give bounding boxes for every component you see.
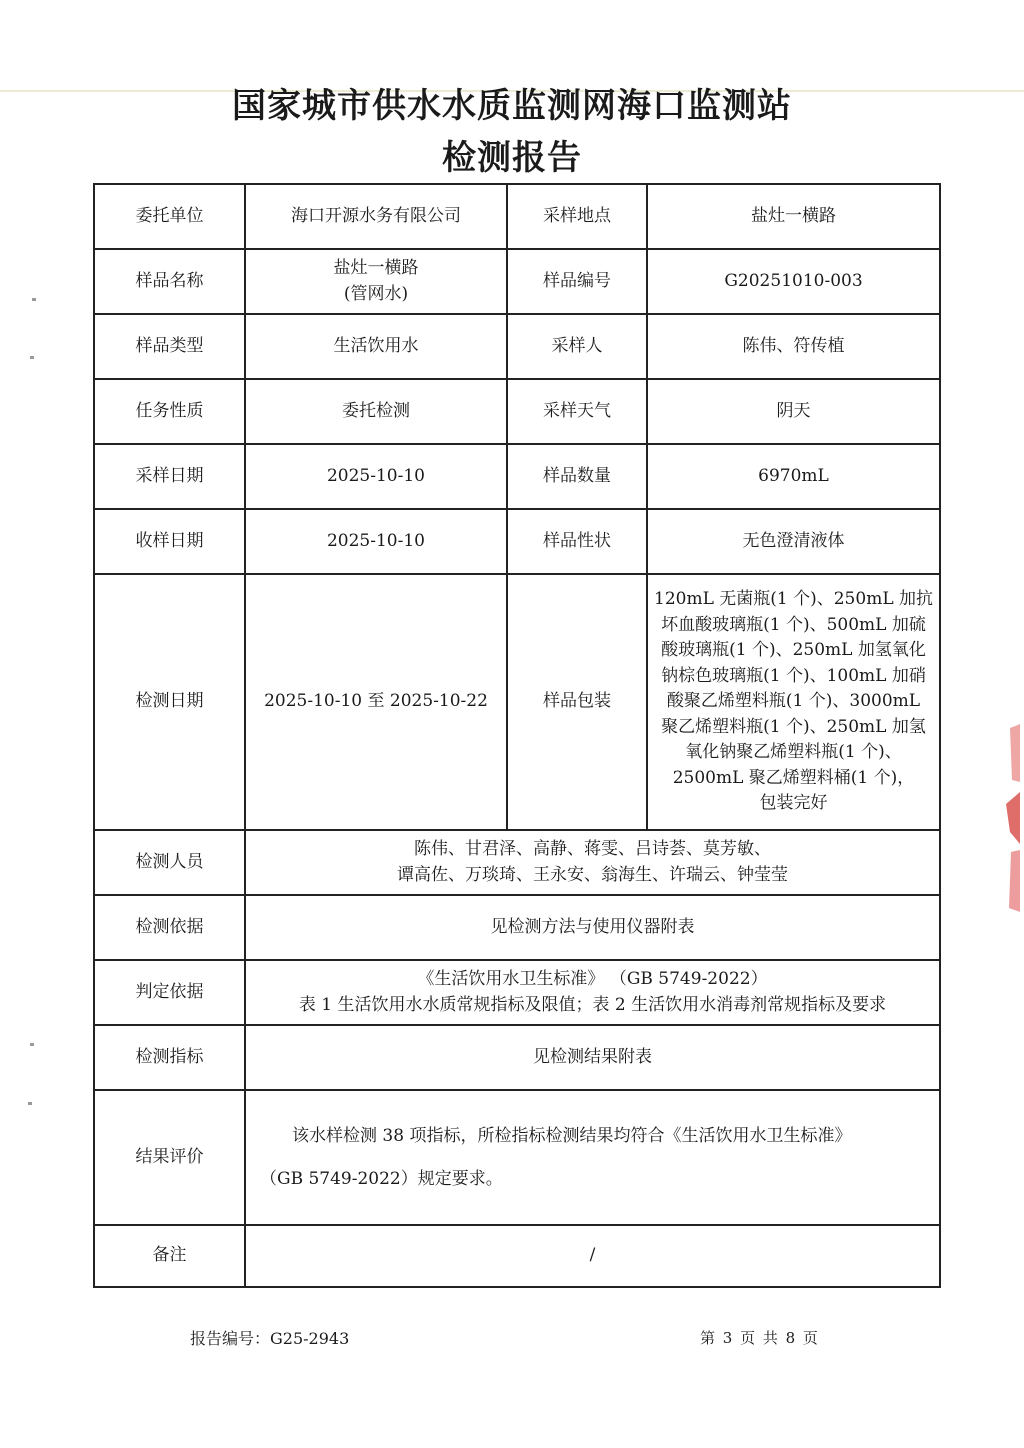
table-row	[94, 830, 940, 895]
result-label: 结果评价	[94, 1090, 245, 1225]
package-label: 样品包装	[507, 574, 647, 830]
appearance-label: 样品性状	[507, 509, 647, 574]
table-row	[94, 1225, 940, 1287]
test-date-value: 2025-10-10 至 2025-10-22	[245, 574, 507, 830]
sample-name-line: (管网水)	[343, 283, 409, 304]
client-label: 委托单位	[94, 184, 245, 249]
table-row	[94, 444, 940, 509]
package-value	[647, 574, 940, 830]
basis-label: 检测依据	[94, 895, 245, 960]
package-line: 包装完好	[759, 793, 828, 814]
basis-value: 见检测方法与使用仪器附表	[245, 895, 940, 960]
staff-line: 陈伟、甘君泽、高静、蒋雯、吕诗荟、莫芳敏、	[414, 839, 771, 859]
sample-name-line: 盐灶一横路	[333, 258, 419, 278]
receipt-date-value: 2025-10-10	[245, 509, 507, 574]
package-line: 2500mL 聚乙烯塑料桶(1 个)，	[672, 767, 915, 788]
package-line: 坏血酸玻璃瓶(1 个)、500mL 加硫	[661, 614, 926, 635]
result-line: （GB 5749-2022）规定要求。	[260, 1168, 503, 1189]
judgment-line: 《生活饮用水卫生标准》 （GB 5749-2022）	[417, 969, 768, 989]
sample-name-value	[245, 249, 507, 314]
weather-value: 阴天	[647, 379, 940, 444]
table-row	[94, 574, 940, 830]
quantity-value: 6970mL	[647, 444, 940, 509]
package-line: 氧化钠聚乙烯塑料瓶(1 个)、	[685, 742, 902, 763]
package-line: 钠棕色玻璃瓶(1 个)、100mL 加硝	[661, 665, 926, 686]
judgment-label: 判定依据	[94, 960, 245, 1025]
test-date-label: 检测日期	[94, 574, 245, 830]
judgment-line: 表 1 生活饮用水水质常规指标及限值；表 2 生活饮用水消毒剂常规指标及要求	[298, 994, 887, 1015]
result-line: 该水样检测 38 项指标，所检指标检测结果均符合《生活饮用水卫生标准》	[292, 1126, 852, 1146]
scan-speck	[32, 298, 36, 301]
appearance-value: 无色澄清液体	[647, 509, 940, 574]
receipt-date-label: 收样日期	[94, 509, 245, 574]
seal-stamp-fragment	[1002, 722, 1022, 922]
sampling-date-value: 2025-10-10	[245, 444, 507, 509]
scan-speck	[30, 356, 34, 359]
task-label: 任务性质	[94, 379, 245, 444]
package-line: 聚乙烯塑料瓶(1 个)、250mL 加氢	[661, 716, 926, 737]
quantity-label: 样品数量	[507, 444, 647, 509]
report-table	[93, 183, 941, 1288]
table-row	[94, 509, 940, 574]
client-value: 海口开源水务有限公司	[245, 184, 507, 249]
package-line: 120mL 无菌瓶(1 个)、250mL 加抗	[654, 589, 934, 610]
table-row	[94, 314, 940, 379]
site-label: 采样地点	[507, 184, 647, 249]
report-subtitle: 检测报告	[442, 138, 582, 178]
site-value: 盐灶一横路	[647, 184, 940, 249]
remarks-label: 备注	[94, 1225, 245, 1287]
sampling-date-label: 采样日期	[94, 444, 245, 509]
report-number: 报告编号：G25-2943	[190, 1329, 350, 1348]
table-row	[94, 379, 940, 444]
remarks-value: /	[245, 1225, 940, 1287]
report-title: 国家城市供水水质监测网海口监测站	[232, 86, 792, 126]
scan-speck	[28, 1102, 32, 1105]
weather-label: 采样天气	[507, 379, 647, 444]
task-value: 委托检测	[245, 379, 507, 444]
table-row	[94, 960, 940, 1025]
sample-type-value: 生活饮用水	[245, 314, 507, 379]
staff-label: 检测人员	[94, 830, 245, 895]
sample-type-label: 样品类型	[94, 314, 245, 379]
sample-no-label: 样品编号	[507, 249, 647, 314]
staff-line: 谭高佐、万琰琦、王永安、翁海生、许瑞云、钟莹莹	[397, 864, 788, 885]
table-row	[94, 1090, 940, 1225]
table-row	[94, 1025, 940, 1090]
table-row	[94, 184, 940, 249]
indicators-value: 见检测结果附表	[245, 1025, 940, 1090]
sampler-value: 陈伟、符传植	[647, 314, 940, 379]
staff-value	[245, 830, 940, 895]
indicators-label: 检测指标	[94, 1025, 245, 1090]
sampler-label: 采样人	[507, 314, 647, 379]
scan-speck	[30, 1043, 34, 1046]
sample-name-label: 样品名称	[94, 249, 245, 314]
page-number: 第 3 页 共 8 页	[700, 1329, 818, 1347]
table-row	[94, 249, 940, 314]
package-line: 酸聚乙烯塑料瓶(1 个)、3000mL	[666, 691, 921, 712]
sample-no-value: G20251010-003	[647, 249, 940, 314]
judgment-value	[245, 960, 940, 1025]
result-value	[245, 1090, 940, 1225]
table-row	[94, 895, 940, 960]
package-line: 酸玻璃瓶(1 个)、250mL 加氢氧化	[661, 640, 926, 661]
